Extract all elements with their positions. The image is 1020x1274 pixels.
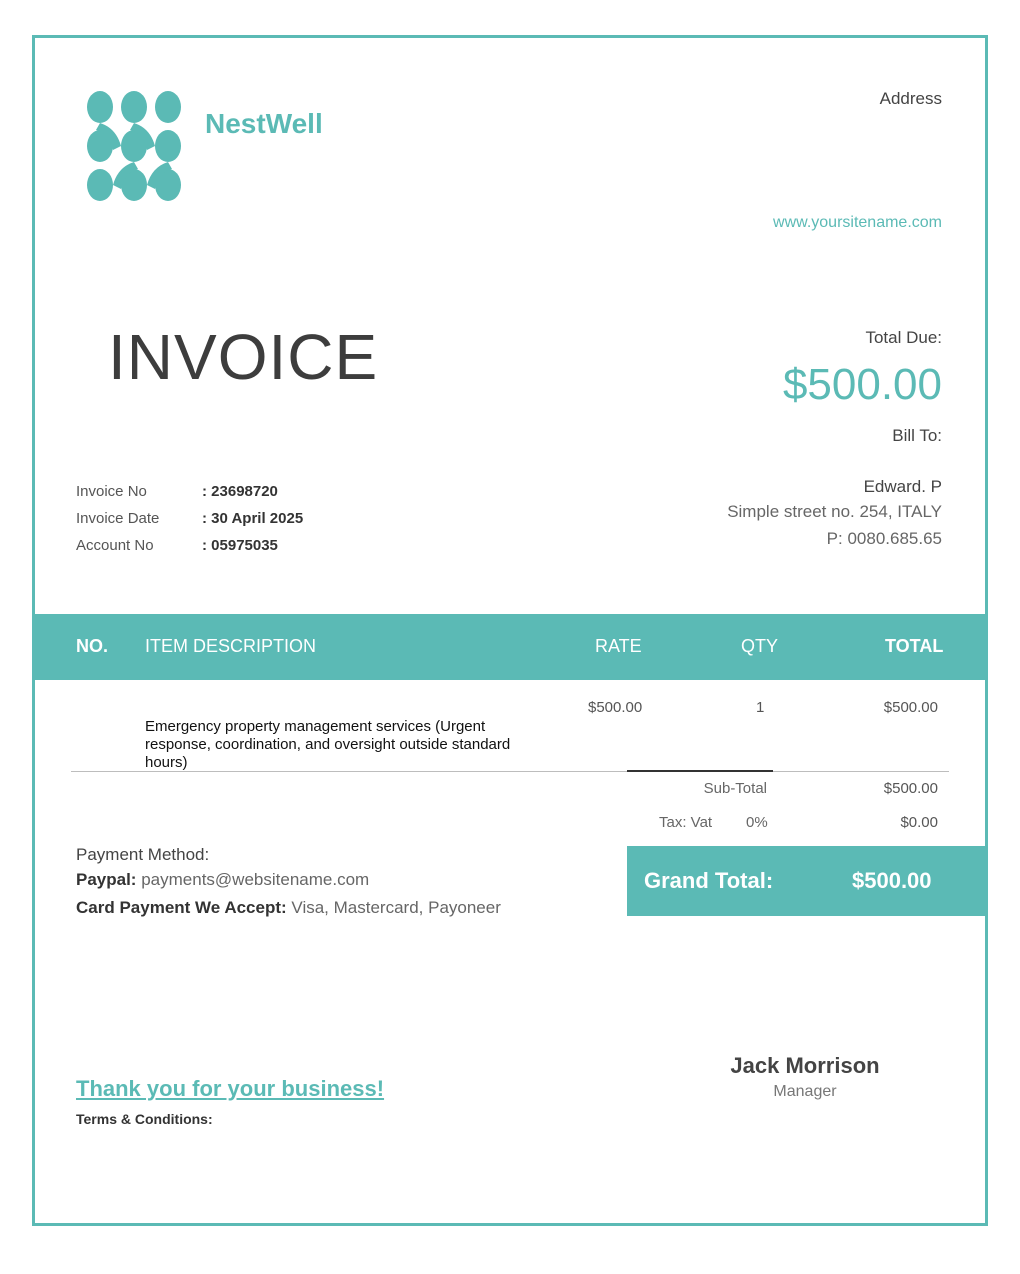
item-description: Emergency property management services (Urgent response, coordination, and oversight outside standard hours) [145, 718, 511, 771]
invoice-title: INVOICE [108, 321, 379, 393]
terms-label: Terms & Conditions: [76, 1111, 213, 1127]
bill-to-street: Simple street no. 254, ITALY [727, 502, 942, 521]
grand-total-value: $500.00 [852, 868, 932, 893]
thank-you-message: Thank you for your business! [76, 1076, 385, 1101]
header-qty: QTY [741, 636, 779, 656]
table-divider [71, 771, 949, 772]
brand-name: NestWell [205, 108, 323, 139]
signatory-role: Manager [773, 1083, 837, 1100]
bill-to-phone: P: 0080.685.65 [826, 529, 942, 548]
meta-label: Account No [76, 537, 154, 554]
paypal-label: Paypal: [76, 870, 137, 889]
header-total: TOTAL [885, 636, 944, 656]
item-total: $500.00 [883, 699, 938, 716]
grand-total-box [627, 846, 986, 916]
bill-to-name: Edward. P [863, 477, 942, 496]
payment-method-title: Payment Method: [76, 845, 210, 864]
company-address: Address [879, 89, 942, 108]
header-rate: RATE [595, 636, 642, 656]
meta-value: : 30 April 2025 [202, 510, 304, 527]
summary-divider [627, 770, 773, 772]
signatory-name: Jack Morrison [730, 1053, 880, 1078]
tax-label: Tax: Vat [659, 814, 713, 831]
company-website-link[interactable]: www.yoursitename.com [773, 214, 942, 231]
meta-label: Invoice Date [76, 510, 160, 527]
paypal-line [76, 870, 369, 890]
invoice-no-row [76, 478, 303, 505]
invoice-meta [76, 478, 303, 559]
grand-total-label: Grand Total: [644, 868, 774, 893]
subtotal-value: $500.00 [883, 780, 938, 797]
header-description: ITEM DESCRIPTION [145, 636, 317, 656]
total-due-amount: $500.00 [782, 360, 942, 409]
item-qty: 1 [756, 699, 765, 716]
invoice-date-row [76, 505, 303, 532]
paypal-value: payments@websitename.com [141, 870, 370, 889]
tax-value: $0.00 [900, 814, 938, 831]
items-table-header [35, 614, 985, 680]
header-no: NO. [76, 636, 109, 656]
bill-to-label: Bill To: [892, 426, 942, 445]
account-no-row [76, 532, 303, 559]
card-payment-value: Visa, Mastercard, Payoneer [291, 898, 501, 917]
meta-value: : 23698720 [202, 483, 278, 500]
card-payment-label: Card Payment We Accept: [76, 898, 287, 917]
subtotal-label: Sub-Total [703, 780, 767, 797]
meta-label: Invoice No [76, 483, 147, 500]
meta-value: : 05975035 [202, 537, 278, 554]
card-payment-line [76, 898, 501, 918]
item-rate: $500.00 [588, 699, 643, 716]
tax-rate: 0% [746, 814, 768, 831]
dot-network-logo-icon [86, 90, 184, 202]
total-due-label: Total Due: [865, 328, 942, 347]
